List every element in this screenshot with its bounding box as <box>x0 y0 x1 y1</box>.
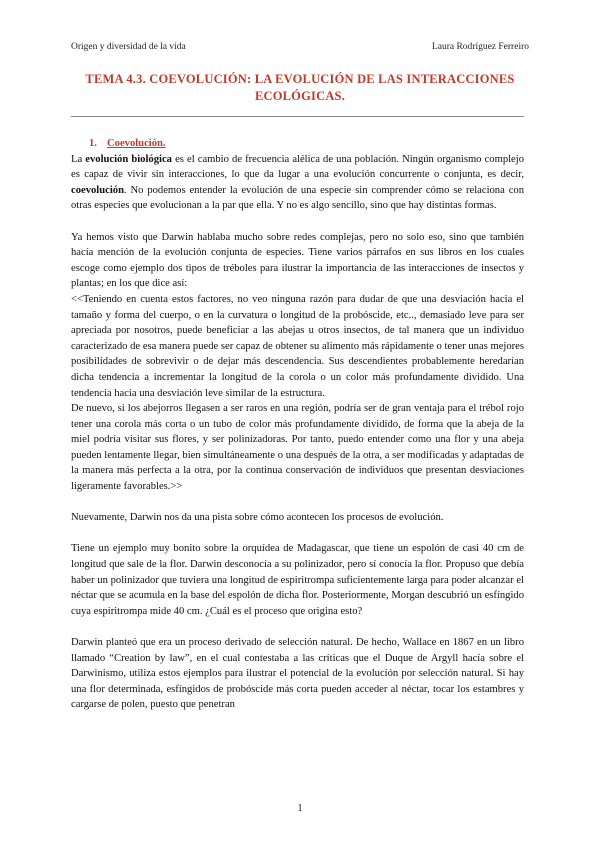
section-heading <box>71 136 524 152</box>
chapter-title-line-2: ECOLÓGICAS. <box>254 89 346 103</box>
paragraph-definition <box>71 152 524 214</box>
paragraph-darwin-intro: Ya hemos visto que Darwin hablaba mucho sobre redes complejas, pero no solo eso, sino que también hacía mención de la evolución conjunta de especies. Tiene varios párrafos en sus libros en los cuales escoge como ejemplo dos tipos de tréboles para ilustrar la importancia de las interacciones de insectos y plantas; en los que dice así: <box>71 231 524 290</box>
paragraph-orchid-example: Tiene un ejemplo muy bonito sobre la orquídea de Madagascar, que tiene un espolón de casi 40 cm de longitud que sale de la flor. Darwin desconocía a su polinizador, pero sí conocía la flor. Propuso que debía haber un polinizador que tuviera una longitud de espiritrompa suficientemente larga para poder alcanzar el néctar que se acumula en la base del espolón de dicha flor. Posteriormente, Morgan descubrió un esfíngido cuya espiritrompa mide 40 cm. ¿Cuál es el proceso que origina esto? <box>71 543 524 617</box>
paragraph-quote-2: De nuevo, si los abejorros llegasen a ser raros en una región, podría ser de gran ventaja para el trébol rojo tener una corola más corta o un tubo de color más profundamente dividido, de forma que la abeja de la miel podría visitar sus flores, y ser polinizadoras. Por tanto, puedo entender como una flor y una abeja pueden lentamente llegar, bien simultáneamente o una después de la otra, a ser modificadas y adaptadas de la manera más perfecta a la otra, por la continua conservación de individuos que presentan desviaciones ligeramente favorables.>> <box>71 403 524 493</box>
header-course-title: Origen y diversidad de la vida <box>71 42 186 52</box>
page-number: 1 <box>297 803 303 814</box>
term-evolucion-biologica: evolución biológica <box>85 153 172 165</box>
chapter-title-line-1: TEMA 4.3. COEVOLUCIÓN: LA EVOLUCIÓN DE LAS INTERACCIONES <box>85 72 515 86</box>
p1-text-a: La <box>71 153 86 165</box>
paragraph-natural-selection: Darwin planteó que era un proceso derivado de selección natural. De hecho, Wallace en 1867 en un libro llamado “Creation by law”, en el cual contestaba a las críticas que el Duque de Argyll hacía sobre el Darwinismo, utiliza estos ejemplos para ilustrar el potencial de la evolución por selección natural. Si hay una flor determinada, esfíngidos de probóscide más corta pueden acceder al néctar, tocar los estambres y cargarse de polen, puesto que penetran <box>71 637 524 711</box>
section-number: 1. <box>89 138 97 149</box>
p1-text-e: . No podemos entender la evolución de una especie sin comprender cómo se relaciona con otras especies que evolucionan a la par que ella. Y no es algo sencillo, sino que hay distintas formas. <box>71 184 524 212</box>
paragraph-darwin-hint: Nuevamente, Darwin nos da una pista sobre cómo acontecen los procesos de evolución. <box>71 512 444 524</box>
document-body <box>71 136 524 713</box>
p1-text-c: es el cambio de frecuencia alélica de una población. Ningún organismo complejo es capaz de vivir sin interacciones, lo que da lugar a una evolución concurrente o conjunta, es decir, <box>71 153 525 181</box>
title-divider <box>71 116 524 117</box>
section-label: Coevolución. <box>107 138 166 149</box>
paragraph-quote-1: <<Teniendo en cuenta estos factores, no veo ninguna razón para dudar de que una desviación hacia el tamaño y forma del cuerpo, o en la curvatura o longitud de la probóscide, etc.., demasiado leve para ser apreciada por nosotros, puede beneficiar a las abejas u otros insectos, de tal manera que un individuo caracterizado de esa manera puede ser capaz de obtener su alimento más rápidamente o tener unas mejores posibilidades de sobrevivir o de dejar más descendencia. Sus descendientes probablemente heredarían dicha tendencia a incrementar la longitud de la corola o un color más profundamente dividido. Una tendencia hacia una desviación leve similar de la estructura. <box>71 293 524 399</box>
header-author: Laura Rodríguez Ferreiro <box>431 42 529 52</box>
term-coevolucion: coevolución <box>71 184 124 196</box>
chapter-title <box>60 71 540 105</box>
